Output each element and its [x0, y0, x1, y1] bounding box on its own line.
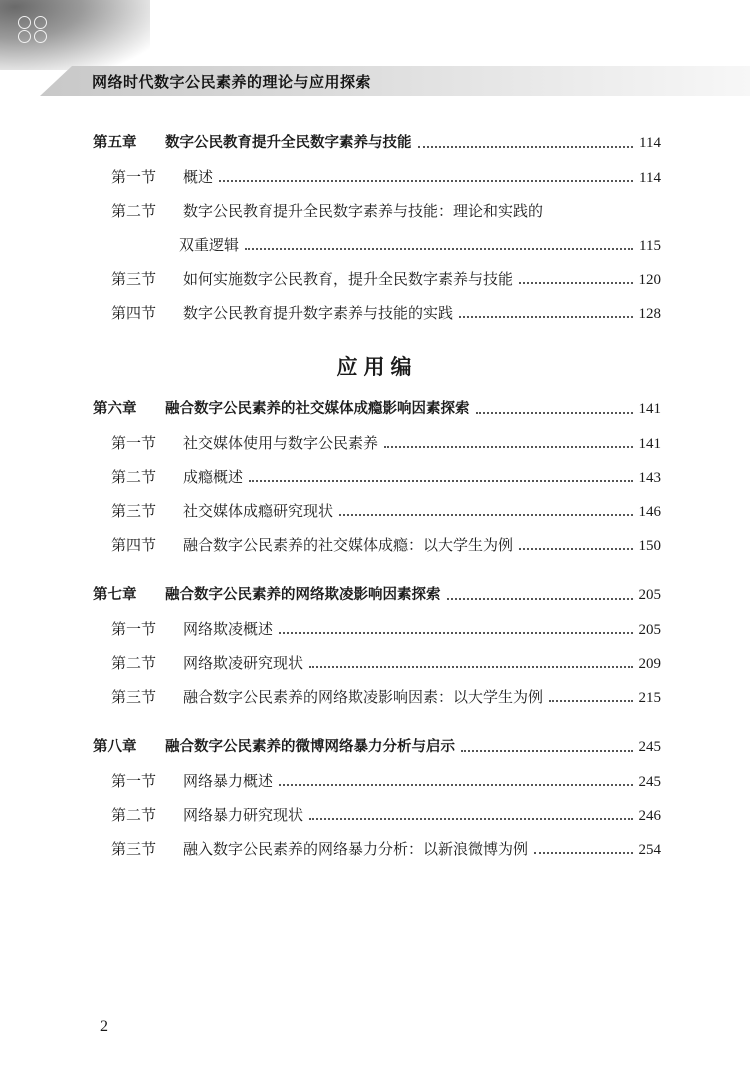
page-ref: 114	[639, 135, 661, 151]
dot-leader	[279, 631, 632, 634]
section-number: 第二节	[111, 202, 157, 220]
toc-section[interactable]	[93, 528, 661, 562]
chapter-title: 融合数字公民素养的社交媒体成瘾影响因素探索	[165, 401, 470, 417]
circle-icon	[18, 30, 31, 43]
page-ref: 114	[639, 170, 661, 186]
toc-section[interactable]	[93, 494, 661, 528]
section-number: 第二节	[111, 806, 157, 824]
running-header-title: 网络时代数字公民素养的理论与应用探索	[92, 73, 372, 91]
corner-decoration	[0, 0, 150, 70]
page-ref: 115	[639, 238, 661, 254]
section-number: 第一节	[111, 772, 157, 790]
toc-section[interactable]	[93, 194, 661, 228]
section-number: 第一节	[111, 620, 157, 638]
chapter-number: 第五章	[93, 135, 137, 151]
section-number: 第二节	[111, 654, 157, 672]
section-title: 网络欺凌概述	[183, 620, 274, 638]
page-number: 2	[100, 1018, 108, 1035]
section-title-continued: 双重逻辑	[179, 236, 240, 254]
dot-leader	[418, 145, 634, 148]
section-title: 融合数字公民素养的网络欺凌影响因素：以大学生为例	[183, 688, 544, 706]
table-of-contents	[93, 126, 661, 866]
page-ref: 146	[638, 504, 661, 520]
page-ref: 128	[638, 306, 661, 322]
toc-section[interactable]	[93, 460, 661, 494]
dot-leader	[245, 247, 633, 250]
page-ref: 120	[638, 272, 661, 288]
dot-leader	[519, 281, 632, 284]
circle-icon	[18, 16, 31, 29]
dot-leader	[549, 699, 632, 702]
page-ref: 246	[638, 808, 661, 824]
section-title: 数字公民教育提升数字素养与技能的实践	[183, 304, 454, 322]
dot-leader	[384, 445, 632, 448]
section-number: 第三节	[111, 502, 157, 520]
section-title: 社交媒体成瘾研究现状	[183, 502, 334, 520]
dot-leader	[219, 179, 633, 182]
dot-leader	[309, 817, 632, 820]
section-title: 社交媒体使用与数字公民素养	[183, 434, 379, 452]
page-ref: 143	[638, 470, 661, 486]
toc-section[interactable]	[93, 262, 661, 296]
circle-icon	[34, 16, 47, 29]
toc-section[interactable]	[93, 296, 661, 330]
toc-section[interactable]	[93, 832, 661, 866]
page-ref: 150	[638, 538, 661, 554]
toc-section[interactable]	[93, 764, 661, 798]
dot-leader	[309, 665, 632, 668]
dot-leader	[459, 315, 632, 318]
page-ref: 205	[638, 587, 661, 603]
section-number: 第一节	[111, 168, 157, 186]
page-ref: 141	[638, 436, 661, 452]
chapter-number: 第八章	[93, 739, 137, 755]
toc-section[interactable]	[93, 798, 661, 832]
circle-icon	[34, 30, 47, 43]
section-number: 第四节	[111, 304, 157, 322]
chapter-number: 第六章	[93, 401, 137, 417]
section-title: 网络暴力研究现状	[183, 806, 304, 824]
page-ref: 245	[638, 774, 661, 790]
dot-leader	[279, 783, 632, 786]
dot-leader	[339, 513, 632, 516]
toc-section[interactable]	[93, 160, 661, 194]
chapter-number: 第七章	[93, 587, 137, 603]
page-ref: 254	[638, 842, 661, 858]
toc-section[interactable]	[93, 426, 661, 460]
chapter-title: 融合数字公民素养的网络欺凌影响因素探索	[165, 587, 441, 603]
section-title: 网络暴力概述	[183, 772, 274, 790]
dot-leader	[461, 749, 633, 752]
section-title: 融入数字公民素养的网络暴力分析：以新浪微博为例	[183, 840, 529, 858]
section-title: 数字公民教育提升全民数字素养与技能：理论和实践的	[183, 202, 544, 220]
section-title: 融合数字公民素养的社交媒体成瘾：以大学生为例	[183, 536, 514, 554]
chapter-title: 融合数字公民素养的微博网络暴力分析与启示	[165, 739, 455, 755]
section-number: 第四节	[111, 536, 157, 554]
section-title: 成瘾概述	[183, 468, 244, 486]
dot-leader	[249, 479, 632, 482]
dot-leader	[447, 597, 633, 600]
page-ref: 245	[638, 739, 661, 755]
section-title: 如何实施数字公民教育，提升全民数字素养与技能	[183, 270, 514, 288]
toc-chapter-7[interactable]	[93, 578, 661, 612]
toc-section[interactable]	[93, 680, 661, 714]
section-title: 概述	[183, 168, 214, 186]
section-number: 第一节	[111, 434, 157, 452]
toc-section[interactable]	[93, 646, 661, 680]
toc-section[interactable]	[93, 612, 661, 646]
toc-section-continuation[interactable]	[93, 228, 661, 262]
page-ref: 205	[638, 622, 661, 638]
dot-leader	[476, 411, 633, 414]
section-number: 第二节	[111, 468, 157, 486]
page-ref: 215	[638, 690, 661, 706]
dot-leader	[519, 547, 632, 550]
toc-chapter-5[interactable]	[93, 126, 661, 160]
section-number: 第三节	[111, 270, 157, 288]
section-number: 第三节	[111, 840, 157, 858]
toc-chapter-6[interactable]	[93, 392, 661, 426]
page-ref: 209	[638, 656, 661, 672]
page-ref: 141	[638, 401, 661, 417]
section-number: 第三节	[111, 688, 157, 706]
section-title: 网络欺凌研究现状	[183, 654, 304, 672]
part-heading: 应用编	[336, 354, 418, 379]
toc-chapter-8[interactable]	[93, 730, 661, 764]
dot-leader	[534, 851, 632, 854]
chapter-title: 数字公民教育提升全民数字素养与技能	[165, 135, 412, 151]
